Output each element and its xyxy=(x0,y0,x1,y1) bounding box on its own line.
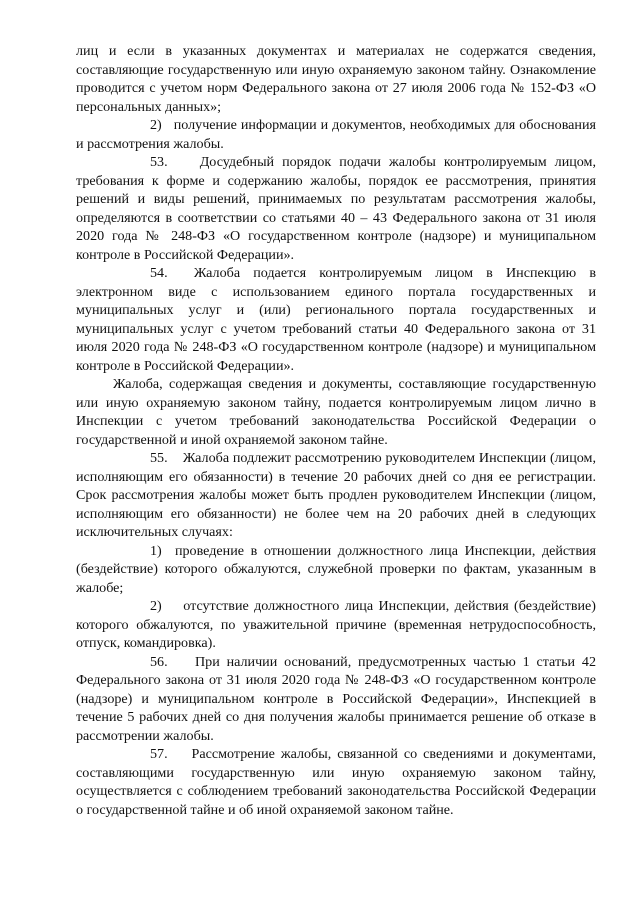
paragraph-text: лиц и если в указанных документах и материалах не содержатся сведения, составляющие государственную или иную охраняемую законом тайну. Ознакомление проводится с учетом норм Федерального закона от 27 июля 2006 года № 152-ФЗ «О персональных данных»; xyxy=(76,43,596,115)
clause-number: 53. xyxy=(150,154,168,170)
paragraph-text: получение информации и документов, необходимых для обоснования и рассмотрения жалобы. xyxy=(76,117,596,152)
item-number: 2) xyxy=(150,598,162,614)
paragraph-text: При наличии оснований, предусмотренных частью 1 статьи 42 Федерального закона от 31 июля 2020 года № 248-ФЗ «О государственном контроле (надзоре) и муниципальном контроле в Российской Федерации», Инспекцией в течение 5 рабочих дней со дня получения жалобы принимается решение об отказе в рассмотрении жалобы. xyxy=(76,653,597,744)
clause-number: 54. xyxy=(150,265,168,281)
list-item-2 xyxy=(76,116,596,153)
clause-number: 56. xyxy=(150,653,168,670)
clause-number: 57. xyxy=(150,746,168,762)
paragraph-text: отсутствие должностного лица Инспекции, действия (бездействие) которого обжалуются, по уважительной причине (временная нетрудоспособность, отпуск, командировка). xyxy=(76,598,596,651)
paragraph-text: Жалоба подлежит рассмотрению руководителем Инспекции (лицом, исполняющим его обязанности) в течение 20 рабочих дней со дня ее регистрации. Срок рассмотрения жалобы может быть продлен руководителем Инспекции (лицом, исполняющим его обязанности) не более чем на 20 рабочих дней в следующих исключительных случаях: xyxy=(76,450,596,540)
paragraph-text: Жалоба, содержащая сведения и документы, составляющие государственную или иную охраняемую законом тайну, подается контролируемым лицом лично в Инспекции с учетом требований законодательства Российской Федерации о государственной и иной охраняемой законом тайне. xyxy=(76,376,596,448)
paragraph-text: Рассмотрение жалобы, связанной со сведениями и документами, составляющими государственную или иную охраняемую законом тайну, осуществляется с соблюдением требований законодательства Российской Федерации о государственной тайне и об иной охраняемой законом тайне. xyxy=(76,746,597,818)
clause-53 xyxy=(76,153,596,264)
clause-54 xyxy=(76,264,596,375)
list-item-2b xyxy=(76,597,596,653)
clause-57 xyxy=(76,745,596,819)
paragraph-secret-complaint xyxy=(76,375,596,449)
clause-number: 55. xyxy=(150,450,168,466)
clause-55 xyxy=(76,449,596,542)
item-number: 2) xyxy=(150,117,162,133)
paragraph-continuation xyxy=(76,42,596,116)
paragraph-text: Досудебный порядок подачи жалобы контролируемым лицом, требования к форме и содержанию жалобы, порядок ее рассмотрения, принятия решений и виды решений, принимаемых по результатам рассмотрения жалобы, определяются в соответствии со статьями 40 – 43 Федерального закона от 31 июля 2020 года № 248-ФЗ «О государственном контроле (надзоре) и муниципальном контроле в Российской Федерации». xyxy=(76,154,596,263)
paragraph-text: Жалоба подается контролируемым лицом в Инспекцию в электронном виде с использованием единого портала государственных и муниципальных услуг и (или) регионального портала государственных и муниципальных услуг с учетом требований статьи 40 Федерального закона от 31 июля 2020 года № 248-ФЗ «О государственном контроле (надзоре) и муниципальном контроле в Российской Федерации». xyxy=(76,265,597,374)
paragraph-text: проведение в отношении должностного лица Инспекции, действия (бездействие) которого обжалуются, служебной проверки по фактам, указанным в жалобе; xyxy=(76,542,597,596)
item-number: 1) xyxy=(150,542,162,559)
clause-56 xyxy=(76,653,596,746)
list-item-1 xyxy=(76,542,596,598)
